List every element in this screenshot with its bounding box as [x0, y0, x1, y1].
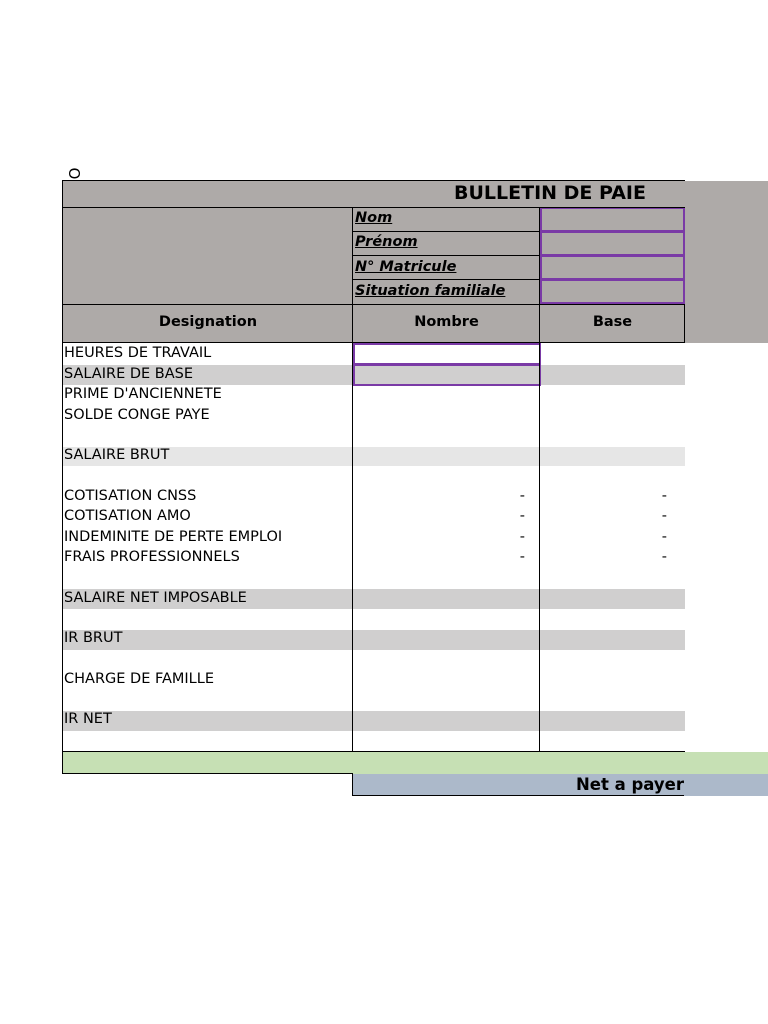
cnss-nombre-value: - [519, 488, 525, 504]
divider [352, 774, 353, 796]
divider [353, 231, 540, 232]
table-row-label: HEURES DE TRAVAIL [64, 345, 212, 361]
divider [63, 180, 685, 181]
table-row-label: FRAIS PROFESSIONNELS [64, 549, 240, 565]
amo-base-value: - [661, 508, 667, 524]
table-row-label: PRIME D'ANCIENNETE [64, 386, 222, 402]
nom-input[interactable] [540, 207, 685, 232]
divider [353, 255, 540, 256]
amo-nombre-value: - [519, 508, 525, 524]
heures-travail-nombre-input[interactable] [353, 343, 541, 365]
table-row-label: SALAIRE BRUT [64, 447, 170, 463]
divider [62, 180, 63, 774]
page-title: BULLETIN DE PAIE [454, 182, 646, 204]
table-row-label: SALAIRE DE BASE [64, 366, 194, 382]
divider [63, 304, 685, 305]
divider [353, 795, 684, 796]
table-row-label: COTISATION AMO [64, 508, 191, 524]
field-label-prenom: Prénom [355, 234, 418, 250]
ipe-nombre-value: - [519, 529, 525, 545]
divider [353, 279, 540, 280]
column-header-base: Base [592, 314, 633, 330]
table-row-label: SALAIRE NET IMPOSABLE [64, 590, 247, 606]
situation-familiale-input[interactable] [540, 279, 685, 304]
divider [63, 751, 685, 752]
field-label-situation: Situation familiale [355, 283, 506, 299]
row-band [63, 630, 685, 650]
column-header-nombre: Nombre [414, 314, 479, 330]
table-row-label: COTISATION CNSS [64, 488, 197, 504]
net-a-payer-label: Net a payer [575, 775, 684, 794]
total-bar [63, 752, 768, 774]
divider [352, 207, 353, 752]
prenom-input[interactable] [540, 231, 685, 256]
table-row-label: SOLDE CONGE PAYE [64, 407, 210, 423]
divider [63, 773, 353, 774]
divider [539, 207, 540, 752]
frais-nombre-value: - [519, 549, 525, 565]
row-band [63, 711, 685, 731]
divider [63, 207, 685, 208]
divider [63, 342, 685, 343]
table-row-label: CHARGE DE FAMILLE [64, 671, 214, 687]
ipe-base-value: - [661, 529, 667, 545]
field-label-nom: Nom [355, 210, 393, 226]
column-header-designation: Designation [158, 314, 258, 330]
cnss-base-value: - [661, 488, 667, 504]
field-label-matricule: N° Matricule [355, 259, 457, 275]
matricule-input[interactable] [540, 255, 685, 280]
divider [684, 304, 685, 343]
table-row-label: IR NET [64, 711, 112, 727]
table-row-label: IR BRUT [64, 630, 123, 646]
table-row-label: INDEMINITE DE PERTE EMPLOI [64, 529, 283, 545]
frais-base-value: - [661, 549, 667, 565]
salaire-base-nombre-input[interactable] [353, 364, 541, 386]
